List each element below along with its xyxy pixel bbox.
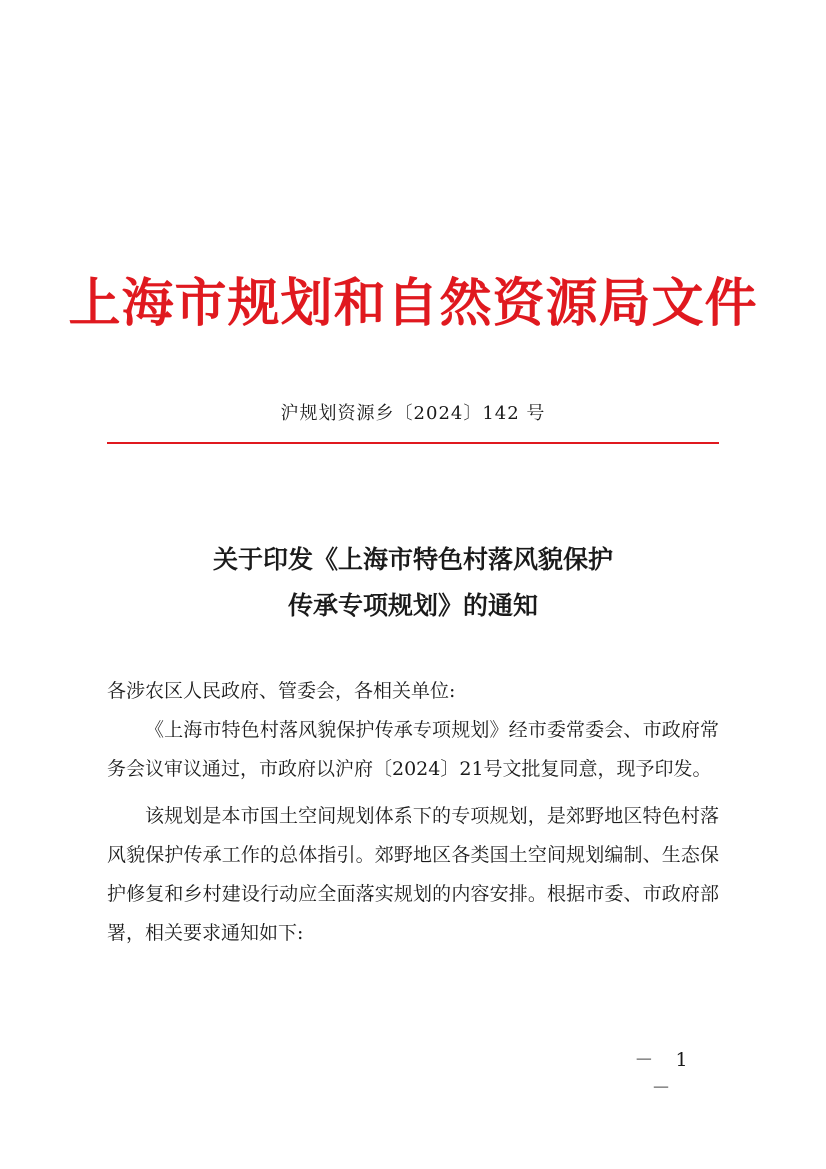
document-number: 沪规划资源乡〔2024〕142 号 [280, 403, 546, 424]
notice-body [107, 672, 719, 953]
notice-title-line-1: 关于印发《上海市特色村落风貌保护 [212, 545, 613, 574]
page-number: － 1 － [634, 1049, 696, 1099]
body-paragraph-2: 该规划是本市国土空间规划体系下的专项规划，是郊野地区特色村落风貌保护传承工作的总体指引。郊野地区各类国土空间规划编制、生态保护修复和乡村建设行动应全面落实规划的内容安排。根据市委、市政府部署，相关要求通知如下: [107, 805, 719, 944]
body-paragraph-1: 《上海市特色村落风貌保护传承专项规划》经市委常委会、市政府常务会议审议通过，市政府以沪府〔2024〕21号文批复同意，现予印发。 [107, 719, 719, 780]
notice-title-line-2: 传承专项规划》的通知 [287, 591, 538, 620]
salutation: 各涉农区人民政府、管委会，各相关单位: [107, 680, 456, 702]
document-masthead: 上海市规划和自然资源局文件 [68, 273, 758, 334]
red-divider-rule [107, 442, 719, 444]
notice-title [0, 537, 826, 629]
